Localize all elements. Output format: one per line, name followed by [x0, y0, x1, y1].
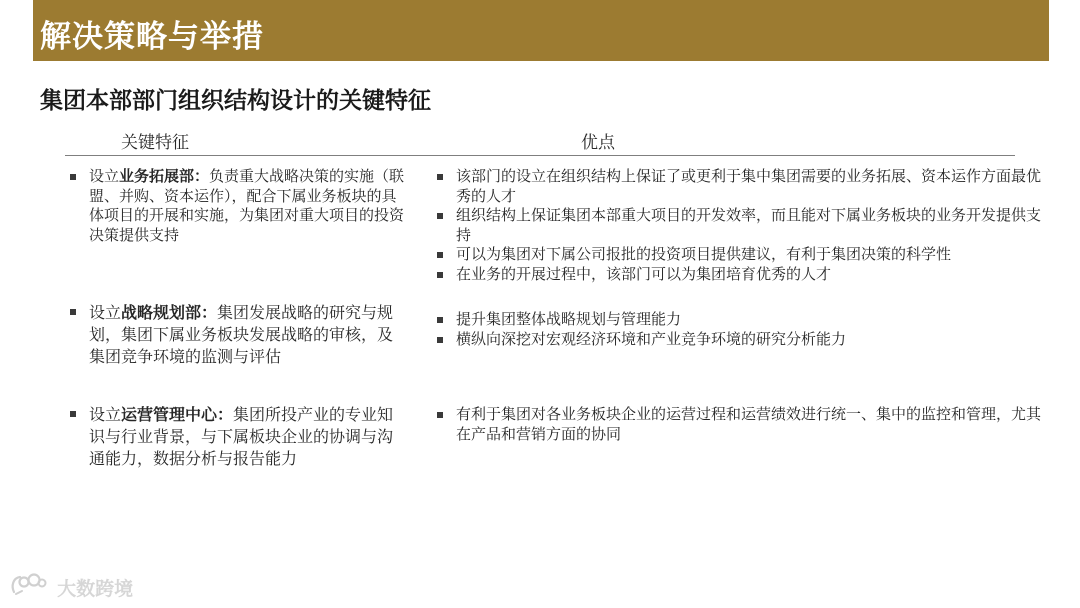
advantages-list-strategic-planning — [437, 310, 1047, 349]
square-bullet-icon — [437, 174, 443, 180]
square-bullet-icon — [437, 213, 443, 219]
advantage-item: 提升集团整体战略规划与管理能力 — [437, 310, 1047, 330]
feature-colon: ： — [194, 167, 210, 185]
feature-colon: ： — [201, 303, 218, 322]
advantage-item: 组织结构上保证集团本部重大项目的开发效率，而且能对下属业务板块的业务开发提供支持 — [437, 206, 1047, 245]
feature-desc: 集团所投产业的专业知识与行业背景，与下属板块企业的协调与沟通能力，数据分析与报告能力 — [89, 405, 394, 468]
feature-desc: 集团发展战略的研究与规划，集团下属业务板块发展战略的审核，及集团竞争环境的监测与评估 — [89, 303, 394, 366]
advantages-list-operations-center — [437, 405, 1047, 444]
square-bullet-icon — [70, 411, 76, 417]
watermark — [10, 572, 133, 600]
feature-dept: 运营管理中心 — [121, 405, 218, 424]
advantage-item: 在业务的开展过程中，该部门可以为集团培育优秀的人才 — [437, 265, 1047, 285]
square-bullet-icon — [70, 309, 76, 315]
square-bullet-icon — [70, 174, 76, 180]
page-title: 解决策略与举措 — [40, 19, 264, 55]
feature-prefix: 设立 — [89, 405, 122, 424]
square-bullet-icon — [437, 412, 443, 418]
advantage-item: 横纵向深挖对宏观经济环境和产业竞争环境的研究分析能力 — [437, 330, 1047, 350]
title-banner — [33, 0, 1049, 61]
feature-item-business-development — [70, 167, 405, 245]
square-bullet-icon — [437, 272, 443, 278]
feature-item-strategic-planning — [70, 302, 405, 368]
feature-colon: ： — [217, 405, 234, 424]
feature-prefix: 设立 — [89, 303, 122, 322]
header-divider — [65, 155, 1015, 156]
watermark-text: 大数跨境 — [57, 577, 134, 600]
advantage-item: 该部门的设立在组织结构上保证了或更利于集中集团需要的业务拓展、资本运作方面最优秀的人才 — [437, 167, 1047, 206]
square-bullet-icon — [437, 337, 443, 343]
feature-dept: 战略规划部 — [121, 303, 202, 322]
column-header-advantages: 优点 — [581, 133, 615, 153]
square-bullet-icon — [437, 252, 443, 258]
feature-prefix: 设立 — [89, 167, 120, 185]
column-header-features: 关键特征 — [121, 133, 189, 153]
advantages-list-business-development — [437, 167, 1047, 284]
feature-dept: 业务拓展部 — [119, 167, 195, 185]
section-subtitle: 集团本部部门组织结构设计的关键特征 — [40, 88, 431, 114]
advantage-item: 有利于集团对各业务板块企业的运营过程和运营绩效进行统一、集中的监控和管理，尤其在产品和营销方面的协同 — [437, 405, 1047, 444]
feature-item-operations-center — [70, 404, 405, 470]
feature-desc: 负责重大战略决策的实施（联盟、并购、资本运作），配合下属业务板块的具体项目的开展和实施，为集团对重大项目的投资决策提供支持 — [89, 167, 405, 244]
square-bullet-icon — [437, 317, 443, 323]
advantage-item: 可以为集团对下属公司报批的投资项目提供建议，有利于集团决策的科学性 — [437, 245, 1047, 265]
bubble-logo-icon — [10, 572, 48, 602]
